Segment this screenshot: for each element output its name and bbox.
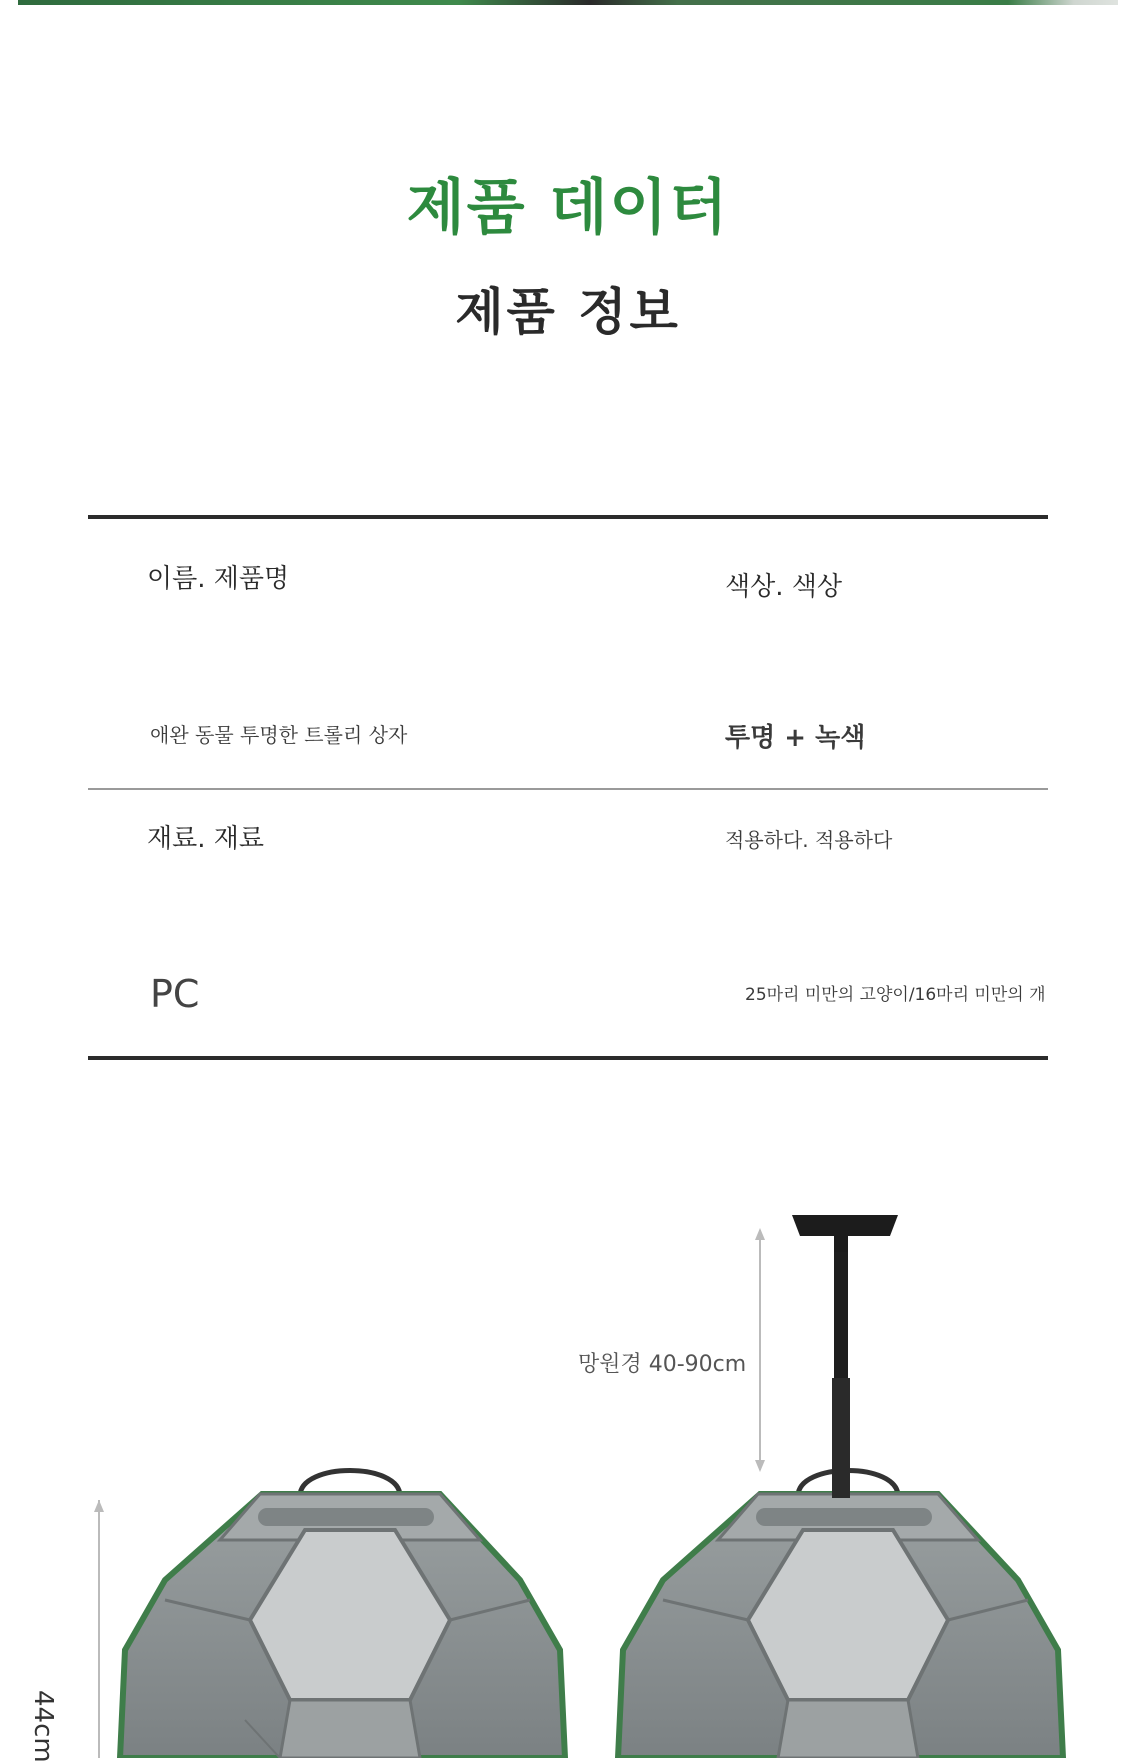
section-title: 제품 데이터 — [406, 173, 730, 243]
product-illustration — [0, 1180, 1136, 1758]
handle-range-label: 망원경 40-90cm — [578, 1352, 747, 1377]
color-label: 색상. 색상 — [725, 572, 842, 602]
apply-value: 25마리 미만의 고양이/16마리 미만의 개 — [745, 985, 1046, 1005]
material-value: PC — [150, 972, 200, 1016]
arrow-up-icon — [755, 1228, 765, 1240]
arrow-up-icon — [94, 1500, 104, 1512]
table-mid-rule — [88, 788, 1048, 790]
carrier-right — [618, 1215, 1063, 1758]
telescopic-handle — [792, 1215, 898, 1498]
section-subtitle: 제품 정보 — [455, 283, 681, 341]
name-label: 이름. 제품명 — [147, 564, 290, 594]
top-image-strip — [18, 0, 1118, 5]
name-value: 애완 동물 투명한 트롤리 상자 — [150, 723, 408, 747]
color-value: 투명 + 녹색 — [725, 723, 866, 753]
arrow-down-icon — [755, 1460, 765, 1472]
table-top-rule — [88, 515, 1048, 519]
table-bottom-rule — [88, 1056, 1048, 1060]
carrier-left — [120, 1471, 565, 1759]
height-label: 44cm — [28, 1690, 58, 1763]
apply-label: 적용하다. 적용하다 — [725, 828, 893, 852]
material-label: 재료. 재료 — [147, 824, 264, 854]
